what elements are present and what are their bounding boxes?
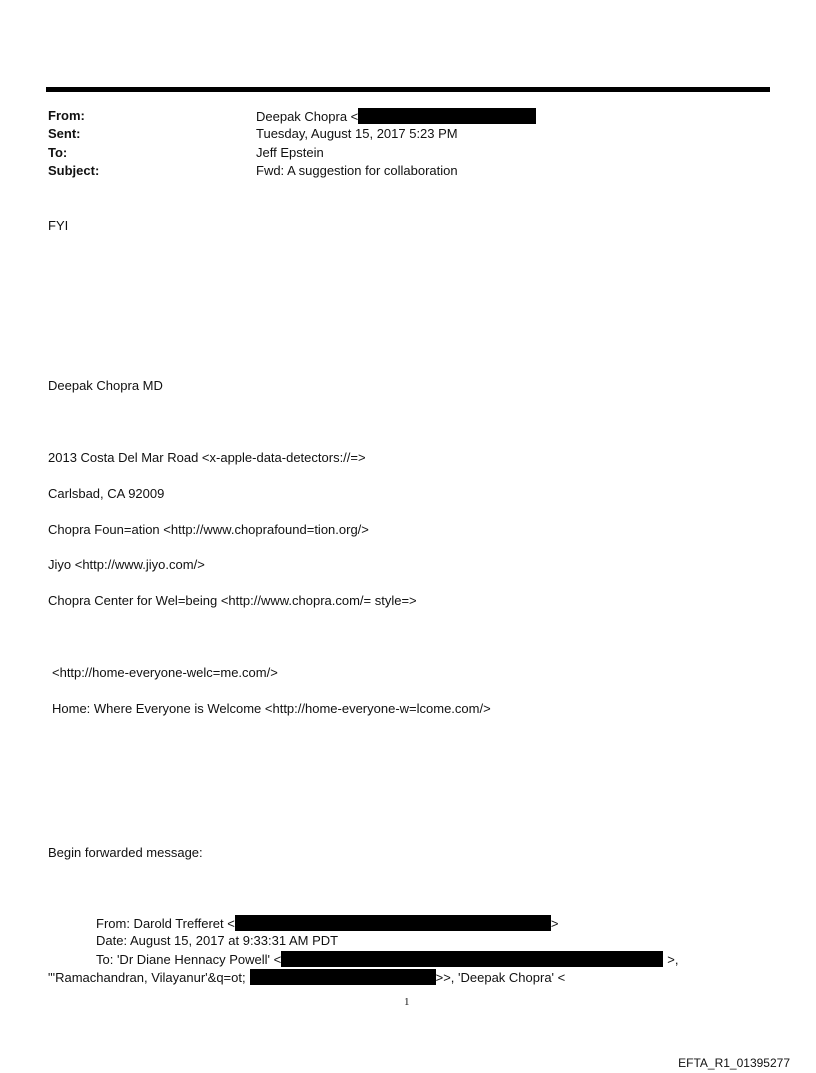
- redaction-box: [250, 969, 436, 985]
- from-value: [256, 108, 536, 125]
- address-line: 2013 Costa Del Mar Road <x-apple-data-detectors://=>: [48, 450, 366, 465]
- page-number: 1: [404, 996, 410, 1008]
- home-url-link[interactable]: <http://home-everyone-welc=me.com/>: [52, 665, 278, 680]
- city-line: Carlsbad, CA 92009: [48, 486, 165, 501]
- redaction-box: [281, 951, 663, 967]
- fwd-cc-line: [48, 969, 565, 986]
- sent-label: Sent:: [48, 126, 81, 141]
- home-link[interactable]: Home: Where Everyone is Welcome <http://home-everyone-w=lcome.com/>: [52, 701, 491, 716]
- forward-intro: Begin forwarded message:: [48, 845, 203, 860]
- fwd-from-tail: >: [550, 916, 559, 931]
- fwd-from-line: [96, 915, 558, 932]
- fwd-to-text: To: 'Dr Diane Hennacy Powell' <: [96, 952, 282, 967]
- fwd-from-text: From: Darold Trefferet <: [96, 916, 235, 931]
- jiyo-link[interactable]: Jiyo <http://www.jiyo.com/>: [48, 557, 205, 572]
- subject-label: Subject:: [48, 163, 100, 178]
- from-label: From:: [48, 108, 85, 123]
- header-rule: [46, 87, 770, 92]
- fyi-text: FYI: [48, 218, 69, 233]
- redaction-box: [358, 108, 536, 124]
- redaction-box: [235, 915, 551, 931]
- chopra-center-link[interactable]: Chopra Center for Wel=being <http://www.chopra.com/= style=>: [48, 593, 417, 608]
- fwd-to-tail: >,: [667, 952, 679, 967]
- sent-value: Tuesday, August 15, 2017 5:23 PM: [256, 126, 458, 141]
- document-id: EFTA_R1_01395277: [678, 1056, 790, 1070]
- fwd-to-line: [96, 951, 678, 968]
- to-value: Jeff Epstein: [256, 145, 324, 160]
- fwd-cc-start: "'Ramachandran, Vilayanur'&q=ot;: [48, 970, 246, 985]
- fwd-date-line: Date: August 15, 2017 at 9:33:31 AM PDT: [96, 933, 339, 948]
- fwd-cc-end: >>, 'Deepak Chopra' <: [435, 970, 566, 985]
- to-label: To:: [48, 145, 68, 160]
- foundation-link[interactable]: Chopra Foun=ation <http://www.choprafound=tion.org/>: [48, 522, 369, 537]
- subject-value: Fwd: A suggestion for collaboration: [256, 163, 458, 178]
- from-value-text: Deepak Chopra <: [256, 109, 359, 124]
- signature-name: Deepak Chopra MD: [48, 378, 163, 393]
